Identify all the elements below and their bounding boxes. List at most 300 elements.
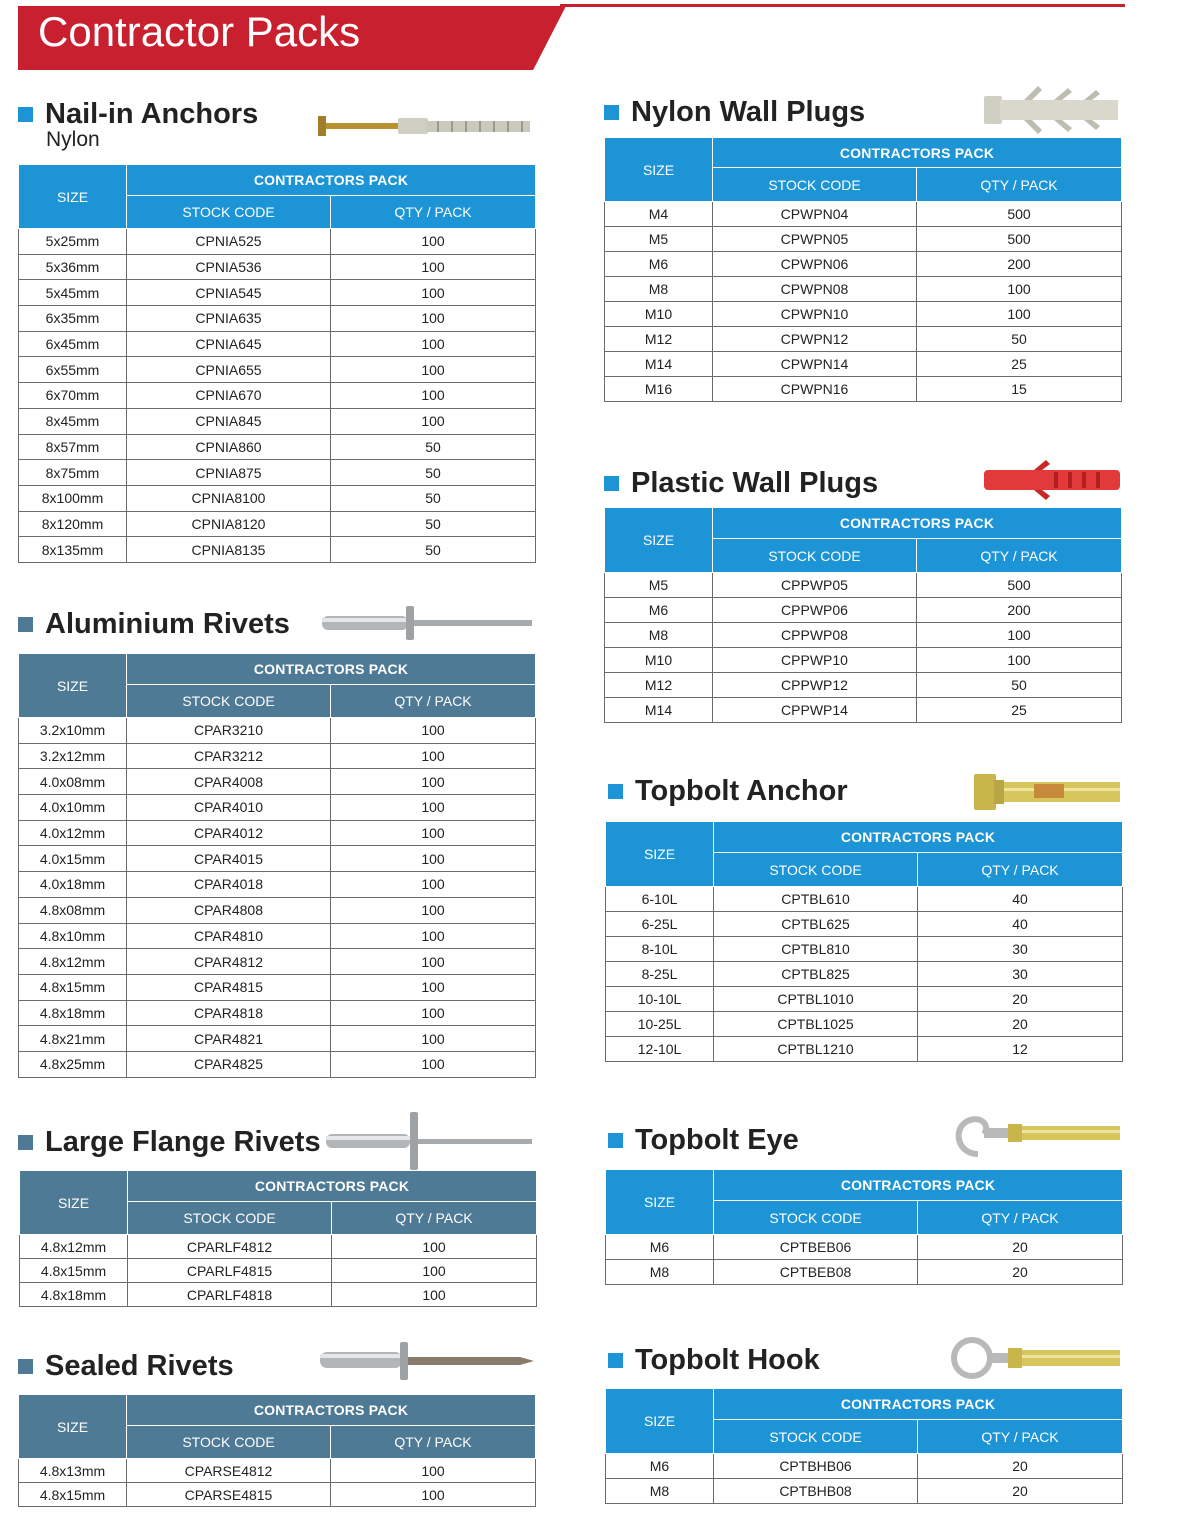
- cell-qty: 100: [332, 1283, 537, 1307]
- cell-qty: 25: [917, 698, 1122, 723]
- cell-qty: 50: [917, 673, 1122, 698]
- cell-stock-code: CPAR3212: [127, 743, 331, 769]
- table-large-flange-rivets: [19, 1170, 537, 1307]
- cell-size: M5: [605, 227, 713, 252]
- table-row: [19, 820, 536, 846]
- cell-qty: 50: [331, 434, 536, 460]
- column-header-qty-pack: QTY / PACK: [917, 168, 1122, 202]
- cell-stock-code: CPWPN08: [713, 277, 917, 302]
- cell-size: 4.8x25mm: [19, 1051, 127, 1077]
- cell-qty: 100: [331, 872, 536, 898]
- cell-stock-code: CPNIA8100: [127, 485, 331, 511]
- table-row: [606, 1012, 1123, 1037]
- section-bullet: [604, 476, 619, 491]
- table-row: [19, 949, 536, 975]
- cell-size: 3.2x12mm: [19, 743, 127, 769]
- table-row: [19, 254, 536, 280]
- cell-stock-code: CPTBL825: [714, 962, 918, 987]
- cell-stock-code: CPAR4015: [127, 846, 331, 872]
- cell-stock-code: CPAR4812: [127, 949, 331, 975]
- column-header-qty-pack: QTY / PACK: [918, 1420, 1123, 1454]
- cell-size: 4.8x13mm: [19, 1459, 127, 1483]
- table-row: [605, 202, 1122, 227]
- cell-stock-code: CPAR4825: [127, 1051, 331, 1077]
- cell-qty: 50: [331, 485, 536, 511]
- section-title: Topbolt Hook: [635, 1344, 820, 1376]
- cell-qty: 100: [331, 846, 536, 872]
- table-row: [19, 229, 536, 255]
- cell-stock-code: CPAR4018: [127, 872, 331, 898]
- cell-qty: 20: [918, 987, 1123, 1012]
- table-nylon-wall-plugs: [604, 137, 1122, 402]
- table-topbolt-eye: [605, 1169, 1123, 1285]
- cell-size: 8x135mm: [19, 537, 127, 563]
- section-title: Sealed Rivets: [45, 1350, 234, 1382]
- table-row: [605, 623, 1122, 648]
- cell-qty: 100: [331, 331, 536, 357]
- section-heading: [18, 608, 290, 640]
- table-row: [19, 1026, 536, 1052]
- cell-qty: 100: [331, 254, 536, 280]
- cell-size: 8x75mm: [19, 460, 127, 486]
- cell-qty: 500: [917, 573, 1122, 598]
- cell-size: 4.8x15mm: [19, 1483, 127, 1507]
- table-row: [19, 306, 536, 332]
- cell-qty: 200: [917, 598, 1122, 623]
- table-row: [19, 280, 536, 306]
- cell-qty: 100: [331, 795, 536, 821]
- table-row: [19, 460, 536, 486]
- table-row: [19, 357, 536, 383]
- cell-qty: 15: [917, 377, 1122, 402]
- cell-qty: 100: [331, 718, 536, 744]
- column-header-stock-code: STOCK CODE: [713, 168, 917, 202]
- column-header-size: SIZE: [19, 654, 127, 718]
- column-header-stock-code: STOCK CODE: [714, 1420, 918, 1454]
- table-row: [19, 718, 536, 744]
- cell-qty: 30: [918, 962, 1123, 987]
- section-bullet: [18, 107, 33, 122]
- cell-stock-code: CPARSE4815: [127, 1483, 331, 1507]
- cell-size: 4.8x12mm: [20, 1235, 128, 1259]
- cell-size: 5x45mm: [19, 280, 127, 306]
- section-title: Plastic Wall Plugs: [631, 467, 879, 499]
- cell-qty: 100: [331, 280, 536, 306]
- cell-size: 4.8x15mm: [19, 974, 127, 1000]
- cell-size: 4.8x18mm: [20, 1283, 128, 1307]
- cell-qty: 500: [917, 227, 1122, 252]
- column-header-stock-code: STOCK CODE: [127, 1426, 331, 1459]
- cell-qty: 100: [331, 383, 536, 409]
- table-row: [606, 962, 1123, 987]
- table-row: [605, 598, 1122, 623]
- table-row: [19, 897, 536, 923]
- table-row: [19, 537, 536, 563]
- cell-qty: 100: [332, 1235, 537, 1259]
- cell-size: 10-10L: [606, 987, 714, 1012]
- table-row: [19, 769, 536, 795]
- column-header-contractors-pack: CONTRACTORS PACK: [713, 138, 1122, 168]
- section-heading: [604, 467, 878, 499]
- table-row: [20, 1259, 537, 1283]
- section-bullet: [18, 1359, 33, 1374]
- cell-size: 8-10L: [606, 937, 714, 962]
- table-row: [605, 352, 1122, 377]
- table-row: [606, 987, 1123, 1012]
- cell-stock-code: CPAR4808: [127, 897, 331, 923]
- cell-size: 6x45mm: [19, 331, 127, 357]
- cell-size: M4: [605, 202, 713, 227]
- cell-size: M8: [606, 1479, 714, 1504]
- cell-qty: 100: [917, 277, 1122, 302]
- section-bullet: [608, 1353, 623, 1368]
- cell-qty: 100: [331, 1026, 536, 1052]
- column-header-size: SIZE: [19, 1395, 127, 1459]
- cell-qty: 100: [331, 949, 536, 975]
- column-header-stock-code: STOCK CODE: [127, 685, 331, 718]
- cell-stock-code: CPAR3210: [127, 718, 331, 744]
- cell-stock-code: CPNIA8120: [127, 511, 331, 537]
- column-header-stock-code: STOCK CODE: [127, 196, 331, 229]
- column-header-contractors-pack: CONTRACTORS PACK: [714, 1170, 1123, 1201]
- section-title: Nylon Wall Plugs: [631, 96, 866, 128]
- column-header-qty-pack: QTY / PACK: [331, 196, 536, 229]
- cell-stock-code: CPAR4010: [127, 795, 331, 821]
- column-header-contractors-pack: CONTRACTORS PACK: [714, 822, 1123, 853]
- section-title: Topbolt Anchor: [635, 775, 848, 807]
- column-header-size: SIZE: [606, 1389, 714, 1454]
- column-header-stock-code: STOCK CODE: [714, 1201, 918, 1235]
- page-title: Contractor Packs: [38, 8, 361, 55]
- cell-qty: 100: [332, 1259, 537, 1283]
- cell-size: 4.0x08mm: [19, 769, 127, 795]
- cell-size: M6: [606, 1454, 714, 1479]
- table-row: [606, 912, 1123, 937]
- cell-qty: 100: [331, 306, 536, 332]
- section-heading: [608, 1124, 799, 1156]
- cell-stock-code: CPPWP05: [713, 573, 917, 598]
- cell-qty: 50: [331, 537, 536, 563]
- cell-stock-code: CPNIA8135: [127, 537, 331, 563]
- cell-size: M8: [606, 1260, 714, 1285]
- column-header-contractors-pack: CONTRACTORS PACK: [714, 1389, 1123, 1420]
- cell-stock-code: CPNIA536: [127, 254, 331, 280]
- column-header-size: SIZE: [19, 165, 127, 229]
- cell-stock-code: CPWPN12: [713, 327, 917, 352]
- column-header-size: SIZE: [605, 508, 713, 573]
- section-heading: [608, 1344, 820, 1376]
- cell-qty: 50: [331, 511, 536, 537]
- cell-size: 3.2x10mm: [19, 718, 127, 744]
- cell-size: 8x120mm: [19, 511, 127, 537]
- cell-stock-code: CPNIA655: [127, 357, 331, 383]
- column-header-size: SIZE: [605, 138, 713, 202]
- cell-qty: 200: [917, 252, 1122, 277]
- cell-qty: 20: [918, 1479, 1123, 1504]
- cell-qty: 50: [917, 327, 1122, 352]
- column-header-qty-pack: QTY / PACK: [331, 685, 536, 718]
- topbolt-anchor-icon: [974, 770, 1124, 814]
- column-header-size: SIZE: [20, 1171, 128, 1235]
- column-header-stock-code: STOCK CODE: [714, 853, 918, 887]
- column-header-qty-pack: QTY / PACK: [332, 1202, 537, 1235]
- cell-stock-code: CPNIA645: [127, 331, 331, 357]
- cell-stock-code: CPTBL1210: [714, 1037, 918, 1062]
- cell-qty: 100: [331, 229, 536, 255]
- cell-size: 5x36mm: [19, 254, 127, 280]
- cell-stock-code: CPTBEB08: [714, 1260, 918, 1285]
- table-nail-in-anchors: [18, 164, 536, 563]
- cell-qty: 100: [331, 820, 536, 846]
- column-header-contractors-pack: CONTRACTORS PACK: [127, 165, 536, 196]
- table-row: [606, 1479, 1123, 1504]
- table-row: [20, 1283, 537, 1307]
- table-topbolt-anchor: [605, 821, 1123, 1062]
- cell-stock-code: CPPWP14: [713, 698, 917, 723]
- cell-stock-code: CPAR4008: [127, 769, 331, 795]
- cell-qty: 100: [331, 1000, 536, 1026]
- cell-stock-code: CPTBHB06: [714, 1454, 918, 1479]
- table-row: [19, 331, 536, 357]
- large-flange-rivet-icon: [326, 1112, 536, 1170]
- section-bullet: [608, 784, 623, 799]
- section-subtitle: Nylon: [46, 128, 100, 151]
- topbolt-eye-hook-icon: [948, 1112, 1124, 1162]
- cell-stock-code: CPAR4012: [127, 820, 331, 846]
- table-row: [19, 846, 536, 872]
- cell-stock-code: CPAR4815: [127, 974, 331, 1000]
- column-header-stock-code: STOCK CODE: [128, 1202, 332, 1235]
- cell-size: M14: [605, 698, 713, 723]
- cell-size: M12: [605, 673, 713, 698]
- table-row: [605, 302, 1122, 327]
- table-row: [605, 673, 1122, 698]
- cell-size: 8x100mm: [19, 485, 127, 511]
- table-row: [19, 795, 536, 821]
- table-row: [606, 1235, 1123, 1260]
- table-row: [19, 434, 536, 460]
- cell-qty: 30: [918, 937, 1123, 962]
- banner-rule: [560, 4, 1125, 7]
- cell-stock-code: CPPWP10: [713, 648, 917, 673]
- cell-stock-code: CPTBL610: [714, 887, 918, 912]
- cell-size: 8x45mm: [19, 408, 127, 434]
- column-header-size: SIZE: [606, 1170, 714, 1235]
- section-title: Nail-in Anchors: [45, 98, 259, 130]
- cell-stock-code: CPARLF4812: [128, 1235, 332, 1259]
- cell-size: 4.8x18mm: [19, 1000, 127, 1026]
- cell-size: 4.0x12mm: [19, 820, 127, 846]
- table-row: [606, 1260, 1123, 1285]
- column-header-contractors-pack: CONTRACTORS PACK: [713, 508, 1122, 539]
- table-row: [19, 923, 536, 949]
- cell-stock-code: CPTBL810: [714, 937, 918, 962]
- table-row: [606, 1037, 1123, 1062]
- cell-qty: 20: [918, 1235, 1123, 1260]
- section-bullet: [18, 617, 33, 632]
- cell-stock-code: CPWPN16: [713, 377, 917, 402]
- cell-size: 4.0x15mm: [19, 846, 127, 872]
- column-header-qty-pack: QTY / PACK: [331, 1426, 536, 1459]
- cell-size: 12-10L: [606, 1037, 714, 1062]
- cell-size: 4.0x18mm: [19, 872, 127, 898]
- table-row: [19, 872, 536, 898]
- rivet-icon: [322, 604, 536, 644]
- cell-qty: 100: [331, 408, 536, 434]
- section-heading: [18, 1350, 234, 1382]
- table-row: [19, 1483, 536, 1507]
- cell-stock-code: CPWPN10: [713, 302, 917, 327]
- cell-stock-code: CPAR4818: [127, 1000, 331, 1026]
- cell-size: M6: [605, 598, 713, 623]
- cell-size: M6: [605, 252, 713, 277]
- cell-size: 10-25L: [606, 1012, 714, 1037]
- cell-size: M16: [605, 377, 713, 402]
- cell-qty: 100: [331, 357, 536, 383]
- table-row: [19, 511, 536, 537]
- cell-size: 6-25L: [606, 912, 714, 937]
- cell-size: M10: [605, 648, 713, 673]
- section-bullet: [604, 105, 619, 120]
- cell-size: 4.8x21mm: [19, 1026, 127, 1052]
- cell-qty: 100: [917, 302, 1122, 327]
- table-row: [19, 408, 536, 434]
- column-header-stock-code: STOCK CODE: [713, 539, 917, 573]
- cell-qty: 25: [917, 352, 1122, 377]
- table-row: [19, 743, 536, 769]
- cell-stock-code: CPPWP06: [713, 598, 917, 623]
- cell-qty: 40: [918, 887, 1123, 912]
- table-row: [20, 1235, 537, 1259]
- table-row: [19, 1459, 536, 1483]
- cell-stock-code: CPWPN14: [713, 352, 917, 377]
- cell-stock-code: CPNIA860: [127, 434, 331, 460]
- cell-qty: 20: [918, 1012, 1123, 1037]
- cell-size: 6-10L: [606, 887, 714, 912]
- cell-stock-code: CPTBL1010: [714, 987, 918, 1012]
- table-row: [19, 1051, 536, 1077]
- cell-size: M6: [606, 1235, 714, 1260]
- column-header-contractors-pack: CONTRACTORS PACK: [127, 1395, 536, 1426]
- cell-stock-code: CPNIA525: [127, 229, 331, 255]
- cell-qty: 100: [331, 974, 536, 1000]
- cell-size: M12: [605, 327, 713, 352]
- table-row: [605, 698, 1122, 723]
- section-title: Large Flange Rivets: [45, 1126, 321, 1158]
- column-header-qty-pack: QTY / PACK: [917, 539, 1122, 573]
- cell-size: 4.8x08mm: [19, 897, 127, 923]
- sealed-rivet-icon: [320, 1342, 536, 1382]
- table-row: [606, 937, 1123, 962]
- cell-qty: 40: [918, 912, 1123, 937]
- cell-qty: 100: [331, 1051, 536, 1077]
- cell-size: M10: [605, 302, 713, 327]
- cell-size: 4.8x10mm: [19, 923, 127, 949]
- cell-stock-code: CPPWP08: [713, 623, 917, 648]
- plastic-wall-plug-icon: [984, 460, 1124, 502]
- section-bullet: [18, 1135, 33, 1150]
- cell-qty: 100: [331, 769, 536, 795]
- cell-size: M8: [605, 623, 713, 648]
- cell-qty: 500: [917, 202, 1122, 227]
- column-header-qty-pack: QTY / PACK: [918, 1201, 1123, 1235]
- table-row: [605, 252, 1122, 277]
- cell-qty: 100: [917, 648, 1122, 673]
- table-aluminium-rivets: [18, 653, 536, 1078]
- nylon-wall-plug-icon: [984, 84, 1124, 136]
- cell-size: 8x57mm: [19, 434, 127, 460]
- cell-stock-code: CPWPN04: [713, 202, 917, 227]
- cell-qty: 100: [331, 897, 536, 923]
- table-row: [605, 277, 1122, 302]
- table-row: [605, 573, 1122, 598]
- cell-stock-code: CPAR4821: [127, 1026, 331, 1052]
- table-row: [605, 648, 1122, 673]
- table-row: [605, 377, 1122, 402]
- table-row: [19, 383, 536, 409]
- table-row: [605, 327, 1122, 352]
- column-header-size: SIZE: [606, 822, 714, 887]
- section-title: Topbolt Eye: [635, 1124, 799, 1156]
- cell-stock-code: CPARLF4818: [128, 1283, 332, 1307]
- table-row: [605, 227, 1122, 252]
- nail-in-anchor-icon: [318, 110, 536, 142]
- cell-qty: 50: [331, 460, 536, 486]
- cell-stock-code: CPWPN06: [713, 252, 917, 277]
- cell-stock-code: CPTBEB06: [714, 1235, 918, 1260]
- cell-stock-code: CPNIA875: [127, 460, 331, 486]
- cell-size: M8: [605, 277, 713, 302]
- table-row: [19, 485, 536, 511]
- cell-stock-code: CPNIA635: [127, 306, 331, 332]
- section-heading: [18, 98, 258, 130]
- cell-stock-code: CPTBL625: [714, 912, 918, 937]
- cell-size: M14: [605, 352, 713, 377]
- cell-stock-code: CPPWP12: [713, 673, 917, 698]
- cell-qty: 20: [918, 1260, 1123, 1285]
- cell-qty: 12: [918, 1037, 1123, 1062]
- cell-stock-code: CPTBL1025: [714, 1012, 918, 1037]
- cell-qty: 100: [917, 623, 1122, 648]
- section-heading: [604, 96, 865, 128]
- column-header-contractors-pack: CONTRACTORS PACK: [128, 1171, 537, 1202]
- cell-size: 5x25mm: [19, 229, 127, 255]
- table-row: [606, 887, 1123, 912]
- cell-stock-code: CPWPN05: [713, 227, 917, 252]
- cell-qty: 100: [331, 743, 536, 769]
- section-title: Aluminium Rivets: [45, 608, 290, 640]
- cell-qty: 20: [918, 1454, 1123, 1479]
- cell-stock-code: CPTBHB08: [714, 1479, 918, 1504]
- cell-size: M5: [605, 573, 713, 598]
- table-row: [606, 1454, 1123, 1479]
- cell-size: 6x55mm: [19, 357, 127, 383]
- cell-stock-code: CPNIA545: [127, 280, 331, 306]
- cell-qty: 100: [331, 923, 536, 949]
- table-row: [19, 974, 536, 1000]
- table-row: [19, 1000, 536, 1026]
- column-header-contractors-pack: CONTRACTORS PACK: [127, 654, 536, 685]
- section-heading: [608, 775, 848, 807]
- cell-size: 8-25L: [606, 962, 714, 987]
- cell-qty: 100: [331, 1483, 536, 1507]
- table-sealed-rivets: [18, 1394, 536, 1507]
- cell-qty: 100: [331, 1459, 536, 1483]
- table-topbolt-hook: [605, 1388, 1123, 1504]
- cell-size: 6x35mm: [19, 306, 127, 332]
- cell-stock-code: CPNIA845: [127, 408, 331, 434]
- cell-stock-code: CPARLF4815: [128, 1259, 332, 1283]
